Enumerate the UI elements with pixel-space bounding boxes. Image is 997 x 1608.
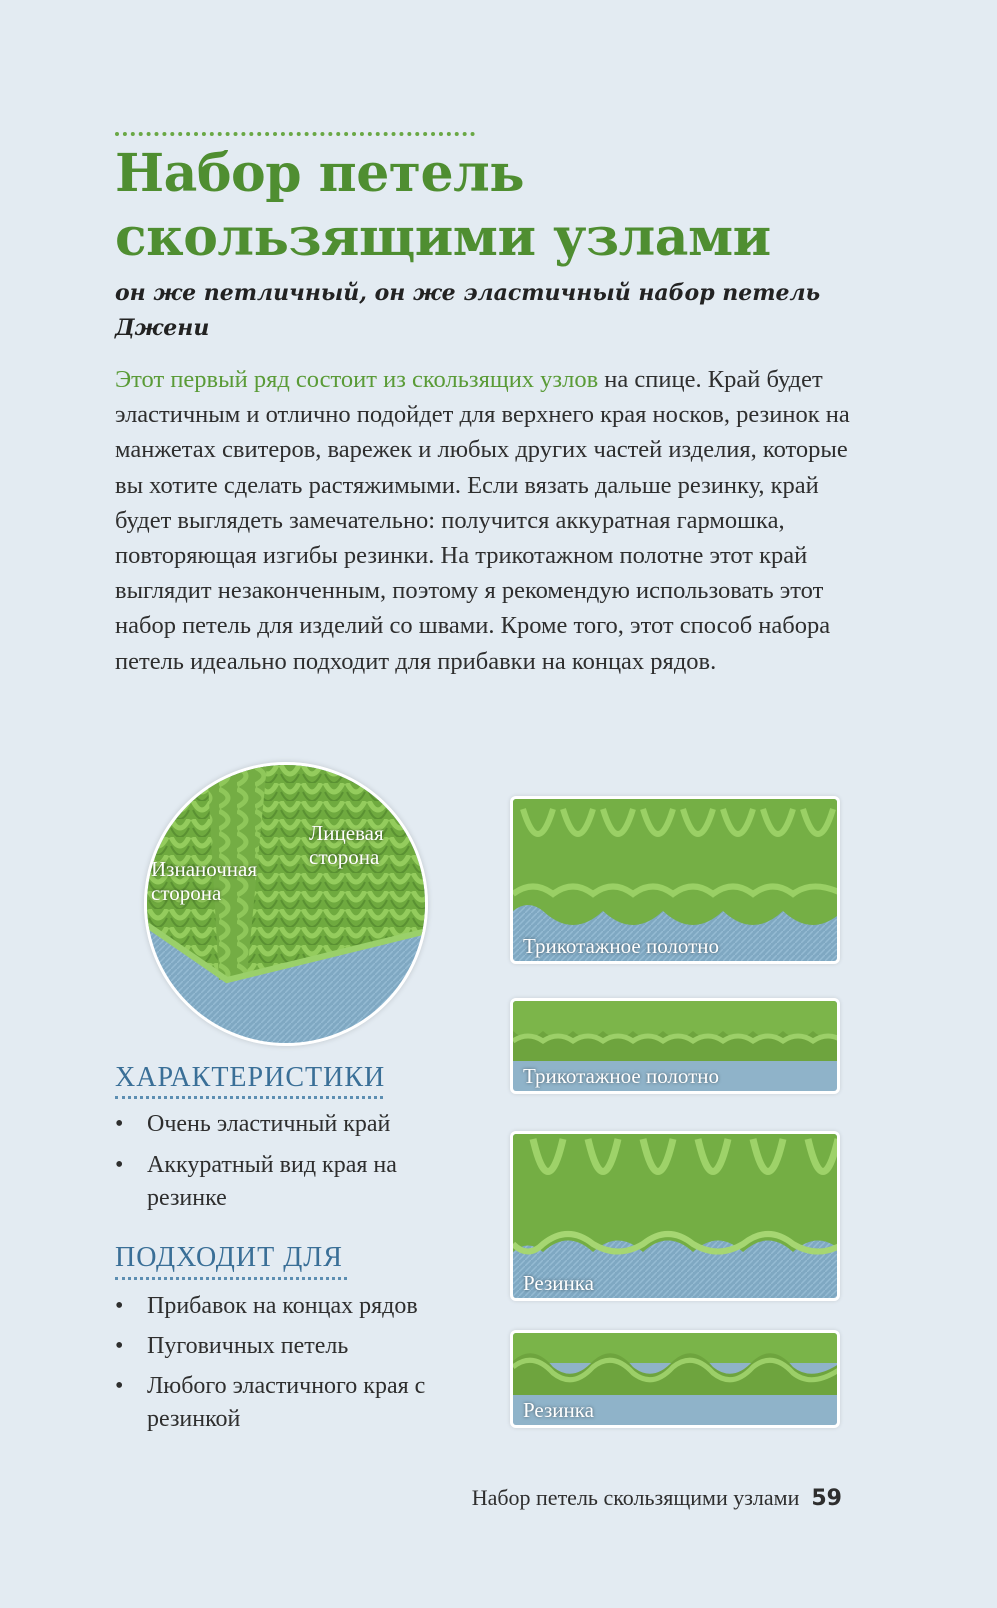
closeup-circle-photo	[144, 762, 428, 1046]
suitable-rule	[115, 1277, 347, 1280]
characteristics-rule	[115, 1096, 383, 1099]
list-item: • Любого эластичного края с резинкой	[115, 1373, 426, 1432]
photo-caption: Резинка	[523, 1271, 594, 1295]
page-footer	[472, 1485, 842, 1511]
intro-highlight: Этот первый ряд состоит из скользящих узлов	[115, 366, 599, 393]
top-dotted-rule	[115, 132, 475, 136]
title-line-1: Набор петель	[115, 143, 525, 204]
page-number: 59	[811, 1486, 842, 1511]
wrong-side-label: Изнаночная сторона	[151, 857, 257, 905]
photo-caption: Трикотажное полотно	[523, 934, 720, 958]
list-item: • Очень эластичный край	[115, 1111, 391, 1137]
right-side-label: Лицевая сторона	[309, 821, 384, 869]
intro-paragraph	[115, 362, 855, 679]
list-item: • Аккуратный вид края на резинке	[115, 1152, 397, 1211]
list-item: • Прибавок на концах рядов	[115, 1293, 418, 1319]
page-title	[115, 142, 895, 270]
closeup-knit-illustration	[147, 765, 428, 1046]
subtitle: он же петличный, он же эластичный набор петель Джени	[115, 280, 821, 341]
intro-text: на спице. Край будет эластичным и отлично подойдет для верхнего края носков, резинок на манжетах свитеров, варежек и любых других частей изделия, которые вы хотите сделать растяжимыми. Если вязать дальше резинку, край будет выглядеть замечательно: получится аккуратная гармошка, повторяющая изгибы резинки. На трикотажном полотне этот край выглядит незаконченным, поэтому я рекомендую использовать этот набор петель для изделий со швами. Кроме того, этот способ набора петель идеально подходит для прибавки на концах рядов.	[115, 366, 850, 675]
photo-ribbing-1	[510, 1131, 840, 1301]
running-title: Набор петель скользящими узлами	[471, 1485, 800, 1510]
characteristics-list	[115, 1108, 475, 1215]
suitable-list	[115, 1290, 475, 1436]
characteristics-heading: ХАРАКТЕРИСТИКИ	[115, 1062, 386, 1093]
list-item: • Пуговичных петель	[115, 1333, 349, 1359]
photo-stockinette-1	[510, 796, 840, 964]
title-line-2: скользящими узлами	[115, 207, 771, 268]
photo-stockinette-2	[510, 998, 840, 1094]
photo-ribbing-2	[510, 1330, 840, 1428]
photo-caption: Резинка	[523, 1398, 594, 1422]
suitable-heading: ПОДХОДИТ ДЛЯ	[115, 1242, 343, 1273]
photo-caption: Трикотажное полотно	[523, 1064, 720, 1088]
